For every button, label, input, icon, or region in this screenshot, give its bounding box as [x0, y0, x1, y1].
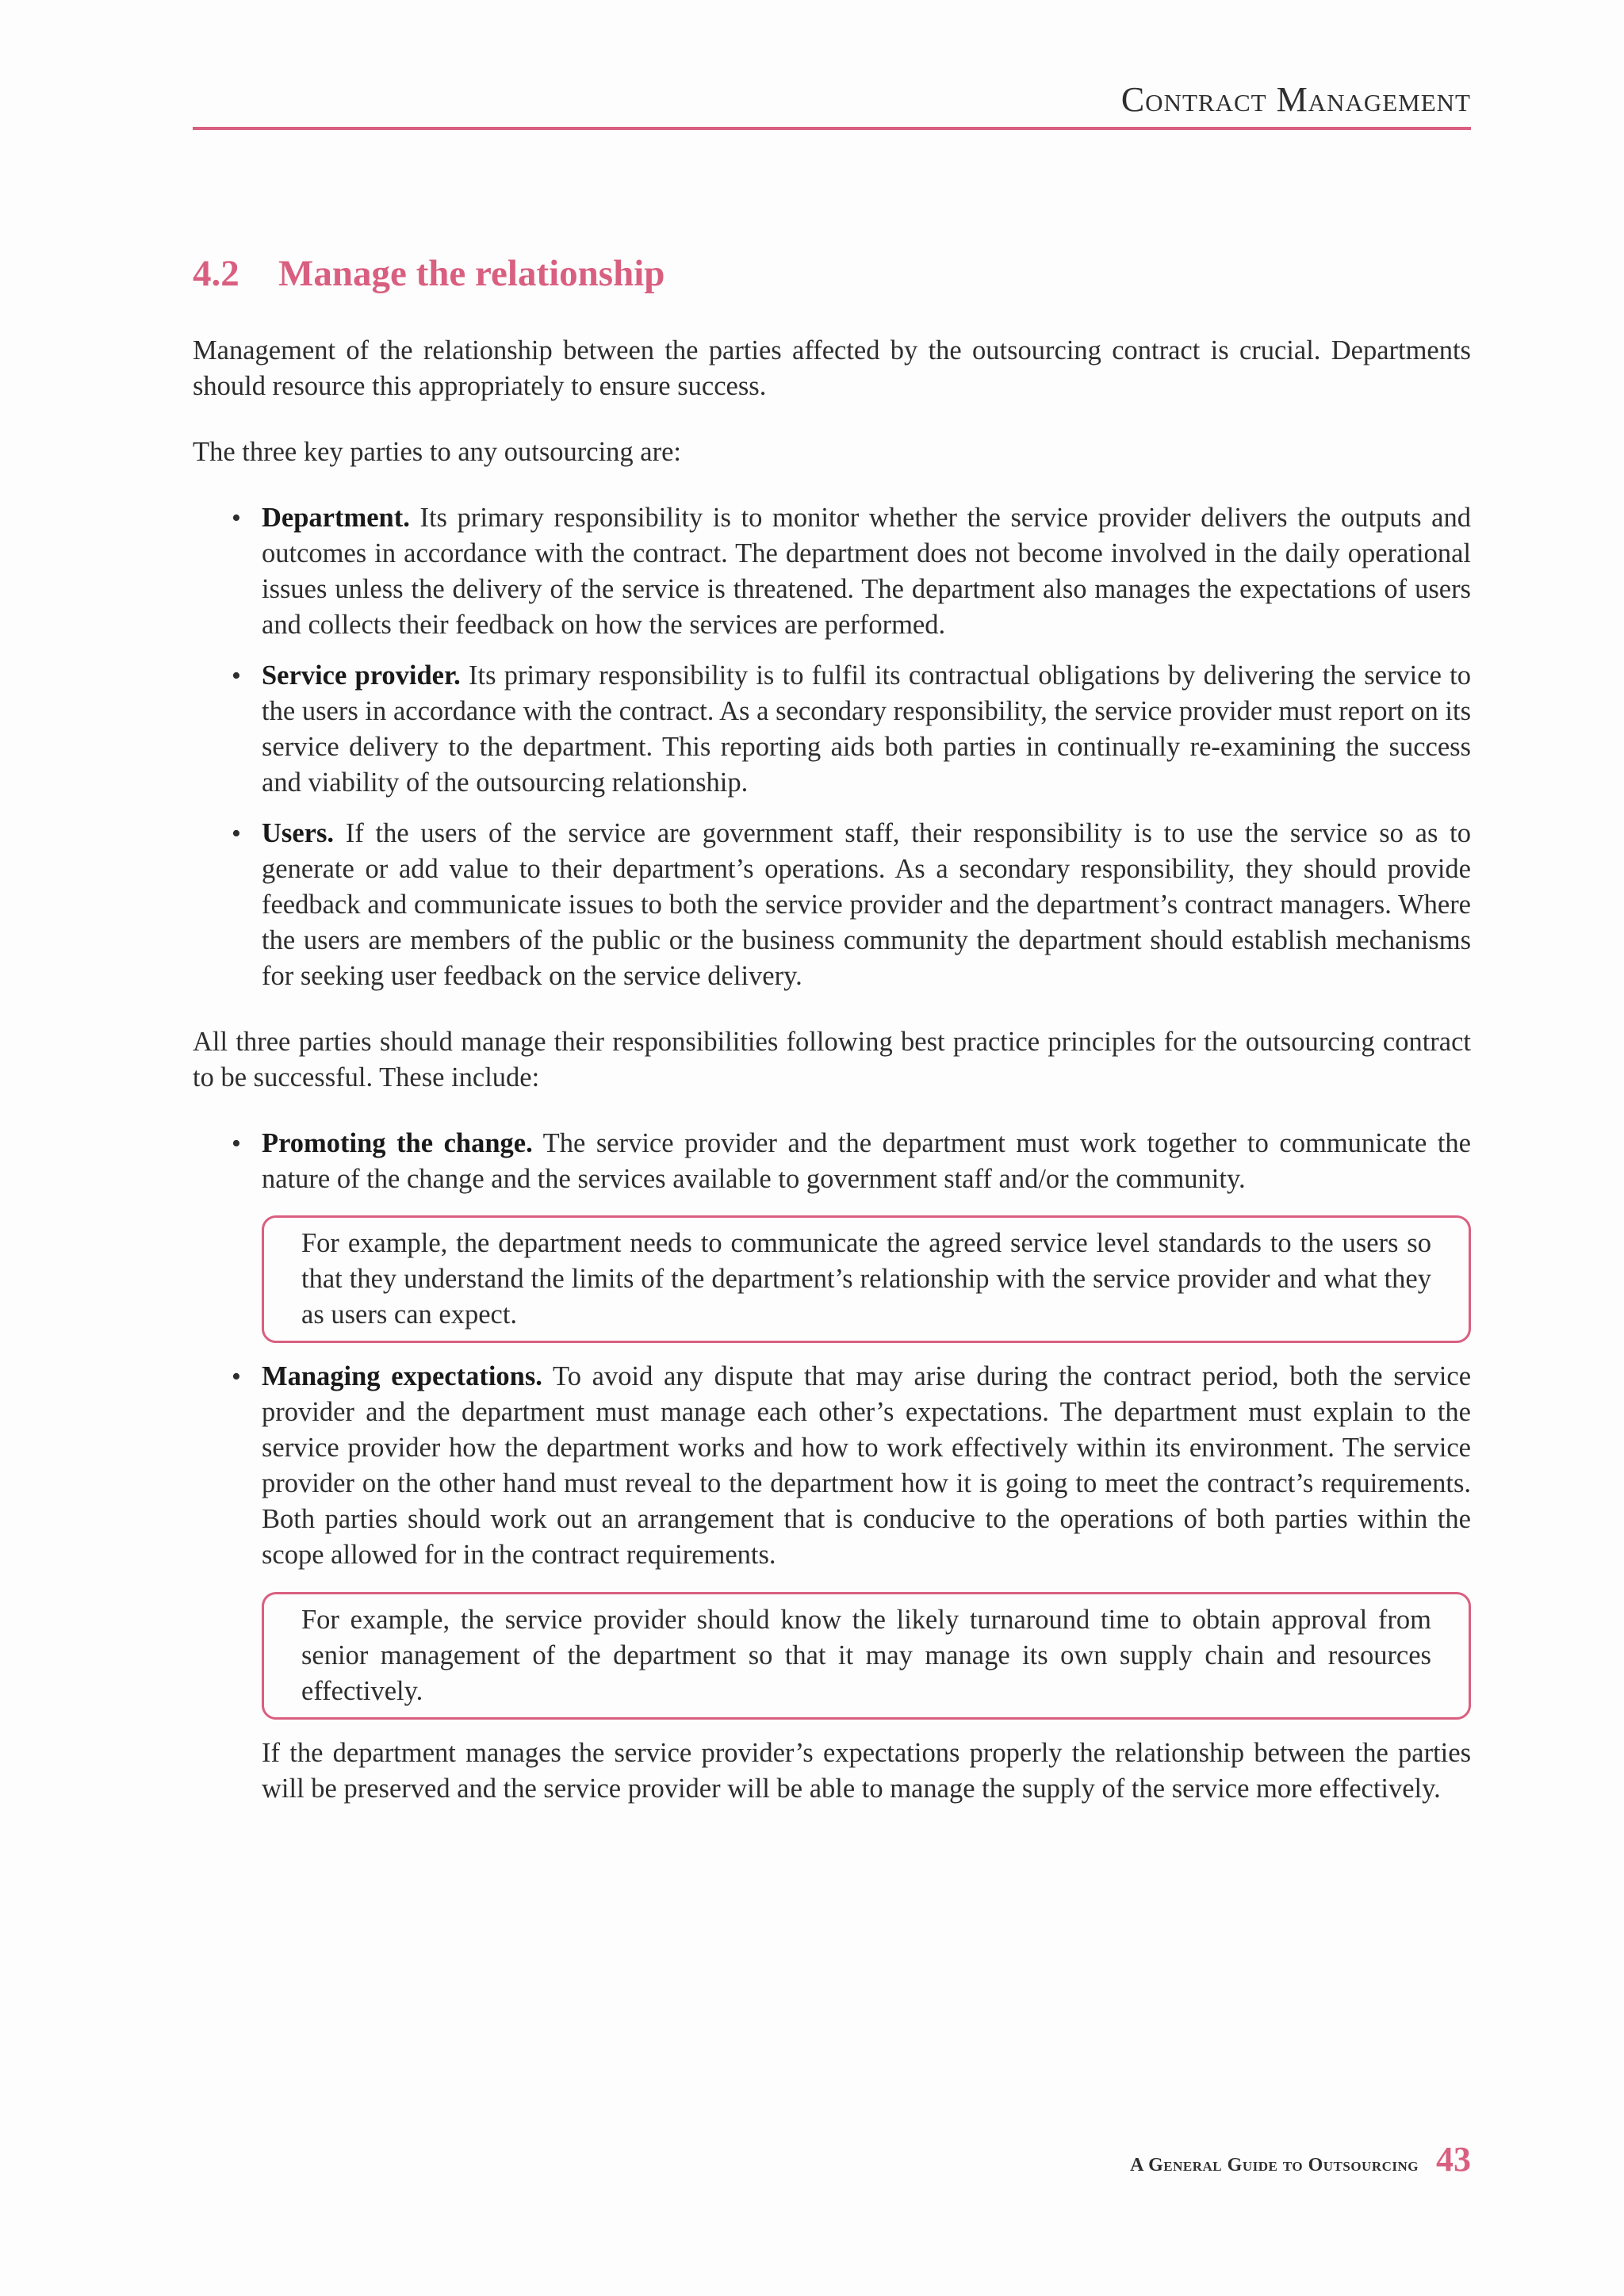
header-divider [193, 127, 1471, 130]
bullet-term: Users. [262, 818, 335, 848]
bullet-text: Its primary responsibility is to fulfil its contractual obligations by delivering the service to the users in accordance with the contract. As a secondary responsibility, the service provider must report on its service delivery to the department. This reporting aids both parties in continually re-examining the success and viability of the outsourcing relationship. [262, 660, 1471, 798]
page-number: 43 [1436, 2140, 1471, 2179]
bullet-term: Promoting the change. [262, 1128, 533, 1158]
example-box-2 [262, 1592, 1471, 1720]
bullet-text: Its primary responsibility is to monitor whether the service provider delivers the outputs and outcomes in accordance with the contract. The department does not become involved in the daily operational issues unless the delivery of the service is threatened. The department also manages the expectations of users and collects their feedback on how the services are performed. [262, 503, 1471, 640]
principles-list-continued [193, 1359, 1471, 1573]
section-number: 4.2 [193, 253, 239, 294]
principles-lead-paragraph: All three parties should manage their responsibilities following best practice principles for the outsourcing contract to be successful. These include: [193, 1027, 1471, 1093]
running-header: Contract Management [1120, 80, 1471, 119]
list-item-promoting-change [262, 1126, 1471, 1197]
section-heading [193, 252, 665, 295]
section-title: Manage the relationship [278, 253, 665, 294]
body-content [193, 333, 1471, 1807]
footer-guide-title: A General Guide to Outsourcing [1130, 2155, 1419, 2175]
parties-list [193, 500, 1471, 994]
page-footer [1130, 2139, 1471, 2179]
list-item-managing-expectations [262, 1359, 1471, 1573]
bullet-term: Managing expectations. [262, 1361, 542, 1391]
intro-paragraph: Management of the relationship between the parties affected by the outsourcing contract is crucial. Departments should resource this appropriately to ensure success. [193, 335, 1471, 401]
bullet-term: Department. [262, 503, 410, 533]
list-item-service-provider [262, 658, 1471, 801]
principles-list [193, 1126, 1471, 1197]
example-text: For example, the service provider should know the likely turnaround time to obtain approval from senior management of the department so that it may manage its own supply chain and resources effectively. [301, 1605, 1431, 1706]
parties-lead-paragraph: The three key parties to any outsourcing are: [193, 437, 681, 467]
bullet-text: If the users of the service are government staff, their responsibility is to use the service so as to generate or add value to their department’s operations. As a secondary responsibility, they should provide feedback and communicate issues to both the service provider and the department’s contract managers. Where the users are members of the public or the business community the department should establish mechanisms for seeking user feedback on the service delivery. [262, 818, 1472, 991]
example-box-1 [262, 1215, 1471, 1343]
list-item-department [262, 500, 1471, 643]
bullet-term: Service provider. [262, 660, 461, 691]
closing-paragraph: If the department manages the service provider’s expectations properly the relationship between the parties will be preserved and the service provider will be able to manage the supply of the service more effectively. [262, 1738, 1471, 1804]
list-item-users [262, 816, 1471, 994]
bullet-text: To avoid any dispute that may arise during the contract period, both the service provider and the department must manage each other’s expectations. The department must explain to the service provider how the department works and how to work effectively within its environment. The service provider on the other hand must reveal to the department how it is going to meet the contract’s requirements. Both parties should work out an arrangement that is conducive to the operations of both parties within the scope allowed for in the contract requirements. [262, 1361, 1472, 1570]
example-text: For example, the department needs to communicate the agreed service level standards to the users so that they understand the limits of the department’s relationship with the service provider and what they as users can expect. [301, 1228, 1431, 1330]
bullet-text: The service provider and the department must work together to communicate the nature of the change and the services available to government staff and/or the community. [262, 1128, 1471, 1194]
